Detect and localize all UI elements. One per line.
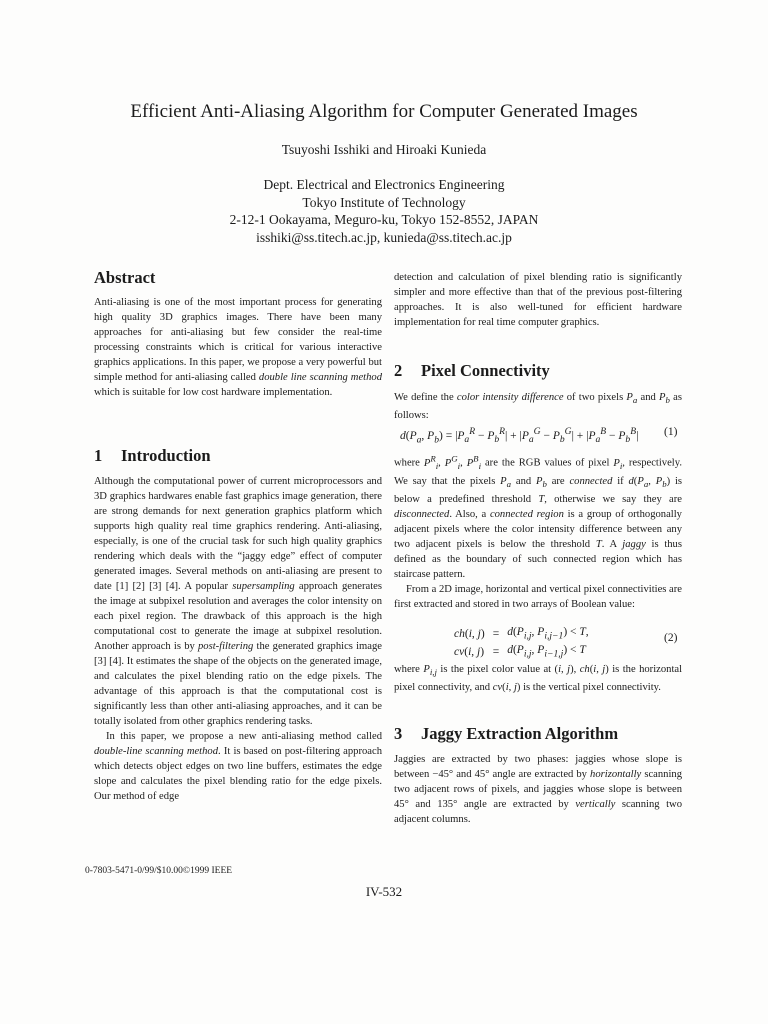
p2-disconnected: disconnected	[394, 508, 450, 520]
jaggy-text	[394, 752, 682, 827]
intro-p1-a: Although the computational power of current microprocessors and 3D graphics hardwares enable fast graphics image generation, there are strong demands for next generation graphics platform which supports high quality real time graphics rendering. Anti-aliasing, especially, is one of the crucial task for such high quality graphics rendering which deals with the “jaggy edge” effect of computer generated images. Several methods on anti-aliasing are present to date [1] [2] [3] [4]. A popular	[94, 476, 382, 592]
def-b: of two pixels	[563, 392, 627, 403]
intro-number: 1	[94, 446, 103, 465]
intro-text	[94, 474, 382, 804]
p4-b: is the pixel color value at	[436, 664, 555, 675]
abstract-emphasis: double line scanning method	[258, 372, 382, 383]
p2-g: . A	[601, 538, 623, 550]
jaggy-em1: horizontally	[590, 769, 642, 780]
def-pb-sub: b	[665, 395, 670, 406]
intro-title: Introduction	[121, 446, 211, 465]
equation-2: ch(i, j) = $d(P_{i,j}$, $P_{i,j-1}) < T$, cv(i, j) = $d(P_{i,j}$, $P_{i-1,j}) < T$	[454, 626, 589, 660]
intro-p1-em2: post-filtering	[197, 641, 254, 652]
def-a: We define the	[394, 392, 457, 403]
affiliation-emails: isshiki@ss.titech.ac.jp, kunieda@ss.titech.ac.jp	[256, 229, 512, 245]
intro-p2-b: . It is based on post-filtering approach which detects object edges on two line buffers, estimates the edge slope and calculates the pixel blending ratio for the edge pixels. Our method of edge	[94, 746, 382, 802]
p2-T2: T	[595, 538, 602, 550]
jaggy-c: scanning two adjacent columns.	[394, 799, 682, 825]
intro-p2-a: In this paper, we propose a new anti-aliasing method called	[106, 731, 382, 742]
def-and: and	[637, 392, 660, 403]
pixel-paragraph-4: where $P_{i,j}$ is the pixel color value at (i, j), ch(i, j) is the horizontal pixel connectivity, and cv(i, j) is the vertical pixel connectivity.	[394, 664, 683, 694]
p2-are: are	[546, 475, 570, 487]
pixel-number: 2	[394, 361, 403, 380]
pixel-paragraph-2: where $P^R_i$, $P^G_i$, $P^B_i$ are the RGB values of pixel $P_i$, respectively. We say that the pixels $P_a$ and $P_b$ are connected if $d(P_a$, $P_b$) is below a predefined threshold T, otherwise we say they are disconnected. Also, a connected region is a group of orthogonally adjacent pixels where the color intensity difference between any two adjacent pixels is below the threshold T. A jaggy is thus defined as the boundary of such connected region which has staircase pattern. From a 2D image, horizontal and vertical pixel connectivities are first extracted and stored in two arrays of Boolean value:	[394, 453, 683, 610]
p2-a: are the RGB values of pixel	[481, 457, 614, 469]
abstract-body-b: which is suitable for low cost hardware implementation.	[94, 387, 333, 398]
intro-p1-b: approach generates the image at subpixel resolution and averages the color intensity on each pixel region. The drawback of this approach is the high computational cost to generate the image at subpixel resolution. Another approach is by	[94, 581, 382, 652]
intro-p1-em1: supersampling	[232, 581, 295, 592]
abstract-body-a: Anti-aliasing is one of the most important process for generating high quality 3D graphics images. There have been many approaches for anti-aliasing but few consider the real-time processing constraints which is critical for various interactive graphics applications. In this paper, we propose a very powerful but simple method for anti-aliasing called	[94, 297, 382, 383]
intro-p2-em: double-line scanning method	[94, 746, 219, 757]
p2-if: if	[612, 475, 629, 487]
p2-jaggy: jaggy	[622, 538, 646, 550]
affiliation	[0, 176, 768, 246]
p2-connected: connected	[569, 475, 613, 487]
paper-title: Efficient Anti-Aliasing Algorithm for Computer Generated Images	[130, 101, 638, 122]
equation-2-label: (2)	[664, 632, 678, 644]
jaggy-number: 3	[394, 724, 403, 743]
affiliation-institute: Tokyo Institute of Technology	[302, 194, 466, 210]
right-top-paragraph: detection and calculation of pixel blending ratio is significantly simpler and more effective than that of the previous post-filtering approaches. It is also well-tuned for efficient hardware implementation for real time computer graphics.	[394, 272, 682, 328]
intro-heading	[94, 446, 211, 466]
def-pa-sub: a	[632, 395, 638, 406]
jaggy-a: Jaggies are extracted by two phases: jaggies whose slope is between −45° and 45° angle are extracted by	[394, 754, 682, 780]
p2-d: , otherwise we say they are	[544, 493, 682, 505]
def-pa: P	[626, 392, 633, 403]
def-pb: P	[659, 392, 666, 403]
intro-p1-c: the generated graphics image [3] [4]. It estimates the shape of the objects on the generated image, and calculates the pixel blending ratio on the edge pixels. The advantage of this approach is that the computational cost is significantly less than other anti-aliasing approaches, and it can be totally isolated from other graphics rendering tasks.	[94, 641, 382, 727]
jaggy-heading	[394, 724, 618, 744]
abstract-text	[94, 295, 382, 400]
jaggy-title: Jaggy Extraction Algorithm	[421, 724, 619, 743]
p4-d: is the vertical pixel connectivity.	[520, 682, 661, 694]
p2-region: connected region	[489, 508, 564, 520]
equation-1: $d(P_a$, $P_b) = |P_a^R - P_b^R| + |P_a^G - P_b^G| + |P_a^B - P_b^B|$	[400, 426, 639, 446]
def-em: color intensity difference	[456, 392, 564, 403]
p2-f: is a group of orthogonally adjacent pixels where the color intensity difference between any two adjacent pixels is below the threshold	[394, 508, 682, 550]
equation-1-label: (1)	[664, 426, 678, 438]
p2-h: is thus defined as the boundary of such connected region which has staircase pattern.	[394, 538, 682, 580]
affiliation-address: 2-12-1 Ookayama, Meguro-ku, Tokyo 152-8552, JAPAN	[229, 212, 539, 227]
p2-where: where	[394, 457, 424, 469]
p2-T1: T	[538, 493, 545, 505]
p2-b: , respectively. We say that the pixels	[394, 457, 683, 487]
p2-c: is below a predefined threshold	[394, 475, 683, 505]
pixel-paragraph-3: From a 2D image, horizontal and vertical pixel connectivities are first extracted and stored in two arrays of Boolean value:	[394, 583, 682, 610]
p4-c: is the horizontal pixel connectivity, and	[394, 664, 683, 694]
abstract-heading: Abstract	[94, 268, 156, 287]
right-top-text	[394, 270, 682, 330]
affiliation-dept: Dept. Electrical and Electronics Engineering	[263, 177, 505, 192]
page-number: IV-532	[365, 884, 403, 899]
def-c: as follows:	[394, 392, 682, 422]
p2-e: . Also, a	[449, 508, 490, 520]
p4-a: where	[394, 664, 424, 675]
paper-authors: Tsuyoshi Isshiki and Hiroaki Kunieda	[281, 142, 487, 157]
jaggy-b: scanning two adjacent rows of pixels, and jaggies whose slope is between 45° and 135° angle are extracted by	[394, 769, 682, 810]
pixel-title: Pixel Connectivity	[421, 361, 550, 380]
p2-and: and	[511, 475, 536, 487]
copyright-footer: 0-7803-5471-0/99/$10.00©1999 IEEE	[85, 866, 233, 876]
jaggy-em2: vertically	[575, 799, 616, 810]
pixel-heading	[394, 361, 550, 381]
pixel-definition	[394, 390, 682, 423]
